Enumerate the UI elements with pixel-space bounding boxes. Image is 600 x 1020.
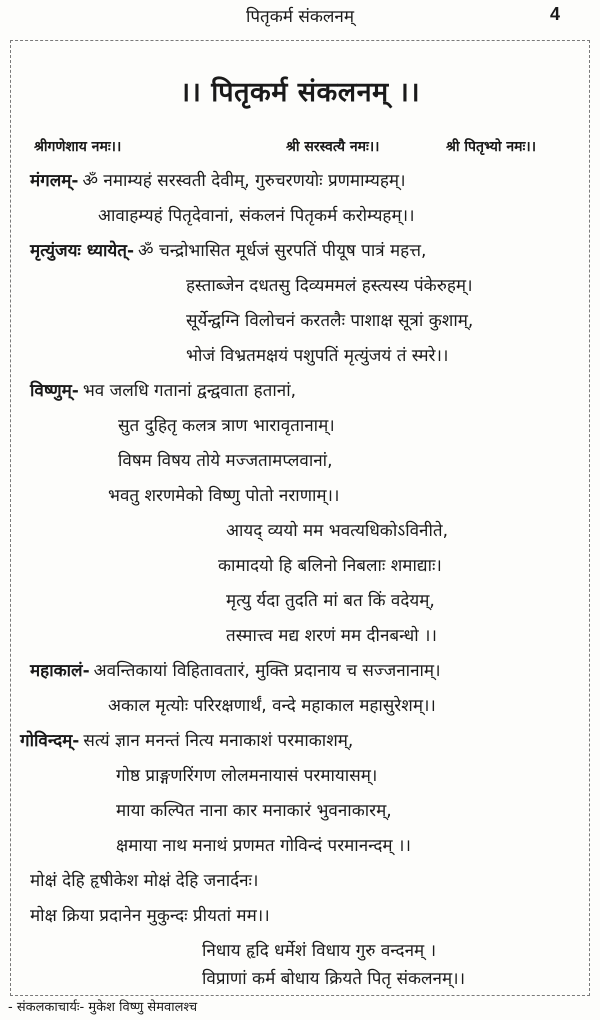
verse-line: गोष्ठ प्राङ्गणरिंगण लोलमनायासं परमायासम्। (116, 766, 378, 786)
verse-line: भवतु शरणमेको विष्णु पोतो नराणाम्।। (108, 486, 340, 506)
compiler-credit: - संकलकाचार्यः- मुकेश विष्णु सेमवालश्च (8, 1000, 198, 1015)
verse-line: कामादयो हि बलिनो निबलाः शमाद्याः। (218, 556, 442, 576)
verse-line: सुत दुहितृ कलत्र त्राण भारावृतानाम्। (118, 416, 335, 436)
verse-line: निधाय हृदि धर्मेशं विधाय गुरु वन्दनम् । (202, 941, 437, 961)
verse-line: आवाहम्यहं पितृदेवानां, संकलनं पितृकर्म करोम्यहम्।। (98, 206, 415, 226)
verse-text: ॐ नमाम्यहं सरस्वती देवीम्, गुरुचरणयोः प्रणमाम्यहम्। (82, 171, 406, 191)
verse-line: क्षमाया नाथ मनाथं प्रणमत गोविन्दं परमानन्दम् ।। (116, 836, 411, 856)
verse-line (30, 168, 406, 191)
verse-line: भोजं विभ्रतमक्षयं पशुपतिं मृत्युंजयं तं स्मरे।। (186, 346, 449, 366)
verse-line: विप्राणां कर्म बोधाय क्रियते पितृ संकलनम्।। (202, 969, 466, 989)
verse-line (30, 658, 441, 681)
invocation-pitru: श्री पितृभ्यो नमः।। (446, 139, 536, 155)
verse-label-govindam: गोविन्दम्- (20, 731, 80, 751)
verse-label-mrityunjaya: मृत्युंजयः ध्यायेत्- (30, 241, 135, 261)
verse-line: हस्ताब्जेन दधतसु दिव्यममलं हस्त्यस्य पंकेरुहम्। (186, 276, 473, 296)
verse-line: आयद् व्ययो मम भवत्यधिकोऽविनीते, (226, 521, 448, 541)
running-title: पितृकर्म संकलनम् (245, 7, 355, 27)
page-title: ।। पितृकर्म संकलनम् ।। (179, 77, 421, 108)
verse-line: सूर्येन्द्वग्नि विलोचनं करतलैः पाशाक्ष सूत्रां कुशाम्, (186, 311, 474, 331)
invocation-ganesha: श्रीगणेशाय नमः।। (34, 139, 122, 155)
verse-label-mangalam: मंगलम्- (30, 171, 79, 191)
verse-line: विषम विषय तोये मज्जतामप्लवानां, (118, 451, 333, 471)
page-number: 4 (549, 4, 560, 24)
verse-text: भव जलधि गतानां द्वन्द्ववाता हतानां, (82, 381, 297, 401)
verse-label-mahakalam: महाकालं- (30, 661, 90, 681)
verse-line (20, 728, 353, 751)
invocation-saraswati: श्री सरस्वत्यै नमः।। (286, 139, 380, 155)
verse-label-vishnum: विष्णुम्- (30, 381, 79, 401)
verse-line: मृत्यु र्यदा तुदति मां बत किं वदेयम्, (226, 591, 435, 611)
verse-line: मोक्षं देहि हृषीकेश मोक्षं देहि जनार्दनः। (30, 871, 259, 891)
verse-text: सत्यं ज्ञान मनन्तं नित्य मनाकाशं परमाकाशम्, (83, 731, 354, 751)
verse-line: मोक्ष क्रिया प्रदानेन मुकुन्दः प्रीयतां मम।। (30, 906, 270, 926)
verse-line (30, 238, 426, 261)
verse-text: ॐ चन्द्रोभासित मूर्धजं सुरपतिं पीयूष पात्रं महत्त, (138, 241, 427, 261)
verse-line: तस्मात्त्व मद्य शरणं मम दीनबन्धो ।। (226, 626, 437, 646)
verse-text: अवन्तिकायां विहितावतारं, मुक्ति प्रदानाय च सज्जनानाम्। (93, 661, 441, 681)
verse-line: अकाल मृत्योः परिरक्षणार्थं, वन्दे महाकाल महासुरेशम्।। (108, 696, 436, 716)
page-header (0, 0, 600, 32)
verse-line (30, 378, 296, 401)
verse-line: माया कल्पित नाना कार मनाकारं भुवनाकारम्, (116, 801, 392, 821)
